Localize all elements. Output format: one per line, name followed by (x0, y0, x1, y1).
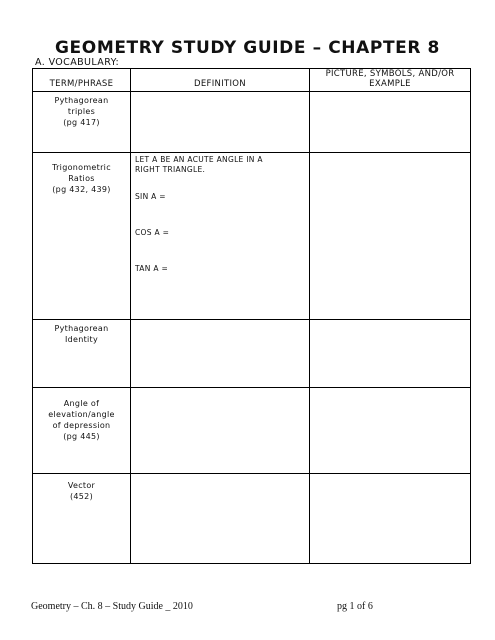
term-line: Angle of (63, 399, 100, 408)
definition-cell[interactable] (131, 320, 310, 388)
header-picture-label: PICTURE, SYMBOLS, AND/OR EXAMPLE (325, 69, 455, 89)
term-line: (pg 445) (63, 432, 100, 441)
page-title: GEOMETRY STUDY GUIDE – CHAPTER 8 (55, 38, 440, 58)
definition-line: TAN A = (135, 264, 169, 273)
definition-line: COS A = (135, 228, 170, 237)
term-cell (33, 153, 131, 320)
footer-left: Geometry – Ch. 8 – Study Guide _ 2010 (31, 601, 193, 612)
term-line: Ratios (68, 174, 95, 183)
term-cell (33, 474, 131, 564)
header-picture (310, 69, 471, 92)
term-cell (33, 92, 131, 153)
definition-cell[interactable] (131, 153, 310, 320)
term-line: Pythagorean (54, 324, 109, 333)
term-line: (pg 417) (63, 118, 100, 127)
table-header-row (33, 69, 471, 92)
term-line: Vector (67, 481, 96, 490)
picture-cell[interactable] (310, 388, 471, 474)
vocabulary-table (32, 68, 471, 564)
table-row (33, 474, 471, 564)
term-line: elevation/angle (48, 410, 115, 419)
picture-cell[interactable] (310, 92, 471, 153)
table-row (33, 388, 471, 474)
definition-line: SIN A = (135, 192, 166, 201)
header-term: TERM/PHRASE (33, 69, 131, 92)
term-line: (452) (69, 492, 93, 501)
picture-cell[interactable] (310, 153, 471, 320)
footer-page-number: pg 1 of 6 (337, 601, 373, 612)
section-heading: A. VOCABULARY: (35, 57, 120, 68)
term-line: of depression (52, 421, 111, 430)
term-line: (pg 432, 439) (52, 185, 111, 194)
table-row (33, 92, 471, 153)
definition-line: LET A BE AN ACUTE ANGLE IN A (135, 155, 263, 164)
term-cell (33, 388, 131, 474)
term-cell (33, 320, 131, 388)
picture-cell[interactable] (310, 474, 471, 564)
definition-cell[interactable] (131, 388, 310, 474)
table-row (33, 320, 471, 388)
definition-cell[interactable] (131, 92, 310, 153)
term-line: Trigonometric (52, 163, 111, 172)
term-line: Identity (64, 335, 99, 344)
picture-cell[interactable] (310, 320, 471, 388)
table-row (33, 153, 471, 320)
header-definition: DEFINITION (131, 69, 310, 92)
term-line: triples (67, 107, 96, 116)
definition-cell[interactable] (131, 474, 310, 564)
definition-line: RIGHT TRIANGLE. (135, 165, 206, 174)
term-line: Pythagorean (54, 96, 109, 105)
